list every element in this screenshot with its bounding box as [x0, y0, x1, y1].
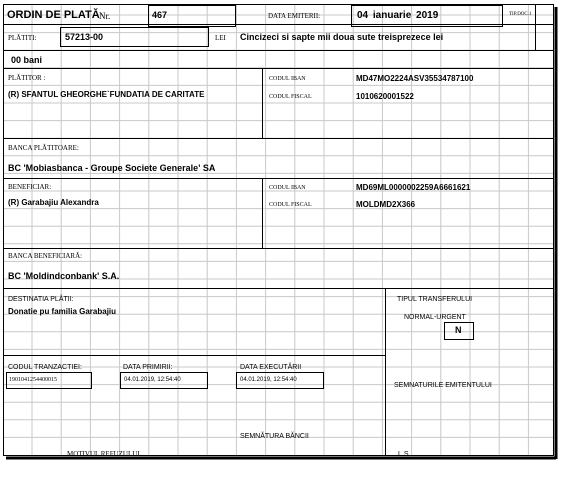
beneficiary-name: (R) Garabajiu Alexandra [8, 198, 99, 207]
amount-in-words-continued: 00 bani [11, 55, 43, 65]
beneficiary-bank-name: BC 'Moldindconbank' S.A. [8, 271, 120, 281]
transaction-code: 1901041254400015 [9, 377, 57, 383]
document-title: ORDIN DE PLATĂ [7, 9, 100, 21]
payer-label: PLĂTITOR : [8, 74, 46, 82]
date-executed-label: DATA EXECUTĂRII [240, 364, 302, 371]
issuer-signatures-label: SEMNATURILE EMITENTULUI [394, 382, 492, 389]
transfer-code: N [455, 325, 462, 335]
beneficiary-bank-label: BANCA BENEFICIARĂ: [8, 252, 83, 260]
payer-iban-label: CODUL IBAN [269, 76, 306, 82]
order-number: 467 [152, 10, 168, 20]
beneficiary-fiscal-code: MOLDMD2X366 [356, 200, 416, 209]
date-issued-label: DATA EMITERII: [268, 12, 321, 20]
beneficiary-fiscal-label: CODUL FISCAL [269, 202, 312, 208]
payer-bank-name: BC 'Mobiasbanca - Groupe Societe Generale' SA [8, 163, 216, 173]
doc-type-label: TIP.DOC.1 [509, 12, 532, 17]
refusal-reason-label: MOTIVUL REFUZULUI [67, 450, 140, 458]
transfer-type-value: NORMAL-URGENT [404, 314, 466, 321]
payer-name: (R) SFANTUL GHEORGHE`FUNDATIA DE CARITATE [8, 90, 205, 99]
payer-bank-label: BANCA PLĂTITOARE: [8, 144, 79, 152]
date-issued-value: 04 ianuarie 2019 [357, 10, 439, 21]
amount-value: 57213-00 [65, 32, 104, 42]
destination-label: DESTINATIA PLĂTII: [8, 296, 74, 303]
beneficiary-iban: MD69ML0000002259A6661621 [356, 183, 471, 192]
transfer-type-label: TIPUL TRANSFERULUI [397, 296, 473, 303]
currency-label: LEI [215, 34, 226, 42]
payer-fiscal-label: CODUL FISCAL [269, 94, 312, 100]
payer-iban: MD47MO2224ASV35534787100 [356, 74, 474, 83]
beneficiary-iban-label: CODUL IBAN [269, 185, 306, 191]
destination-text: Donatie pu familia Garabajiu [8, 307, 117, 316]
stamp-ls-label: L.S. [398, 451, 411, 458]
nr-label: Nr. [99, 11, 111, 21]
amount-in-words: Cincizeci si sapte mii doua sute treisprezece lei [240, 32, 444, 42]
date-received-label: DATA PRIMIRII: [123, 364, 173, 371]
date-received-value: 04.01.2019, 12:54:40 [124, 377, 181, 383]
payer-fiscal-code: 1010620001522 [356, 92, 414, 101]
transaction-code-label: CODUL TRANZACTIEI: [8, 364, 82, 371]
date-executed-value: 04.01.2019, 12:54:40 [240, 377, 297, 383]
beneficiary-label: BENEFICIAR: [8, 183, 52, 191]
bank-signature-label: SEMNĂTURA BĂNCII [240, 433, 309, 440]
payment-label: PLĂTITI: [8, 34, 37, 42]
